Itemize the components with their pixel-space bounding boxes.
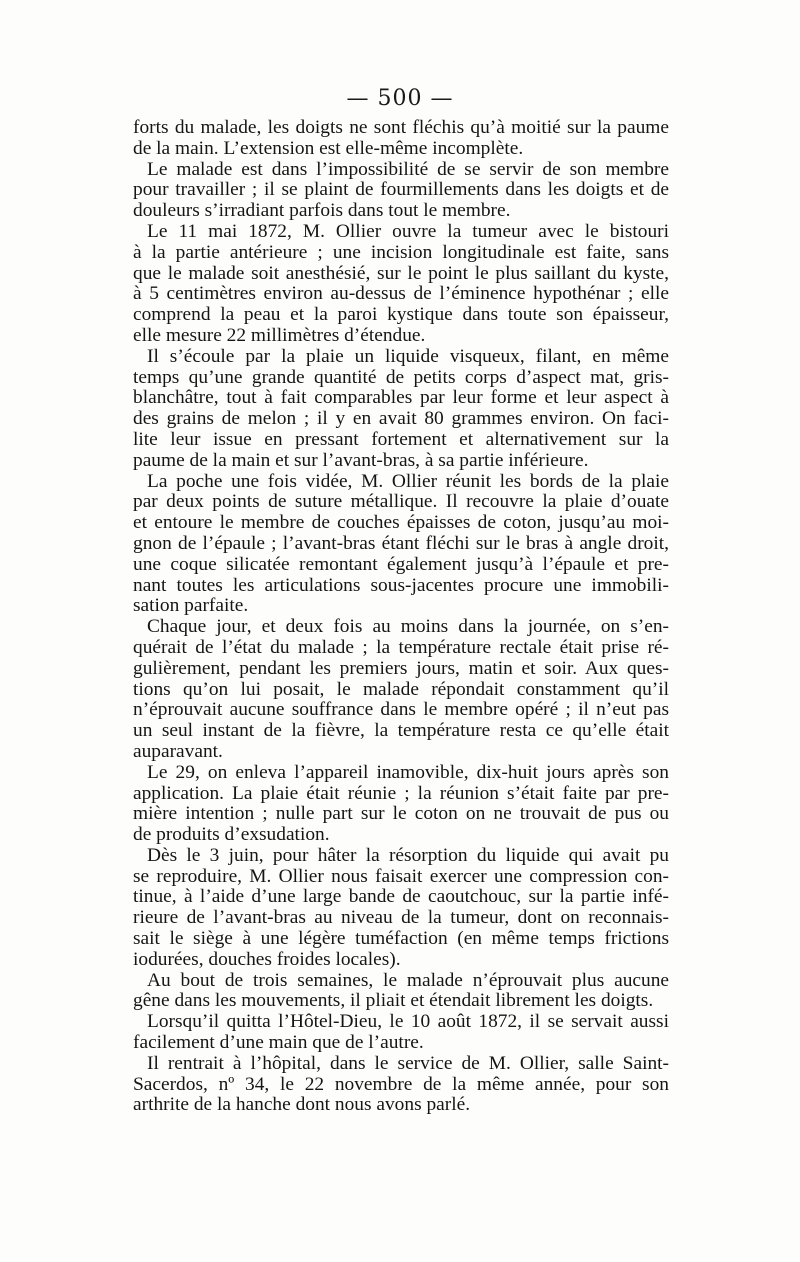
text-line: gnon de l’épaule ; l’avant-bras étant fléchi sur le bras à angle droit, <box>133 532 669 554</box>
text-line: comprend la peau et la paroi kystique dans toute son épaisseur, <box>133 304 669 326</box>
text-line: par deux points de suture métallique. Il recouvre la plaie d’ouate <box>133 491 669 513</box>
text-line: sait le siège à une légère tuméfaction (en même temps frictions <box>133 928 669 950</box>
text-line: auparavant. <box>133 740 223 762</box>
body-text <box>133 118 669 1116</box>
text-line: de la main. L’extension est elle-même incomplète. <box>133 137 524 159</box>
text-line: La poche une fois vidée, M. Ollier réunit les bords de la plaie <box>147 470 669 492</box>
text-line: tinue, à l’aide d’une large bande de caoutchouc, sur la partie infé- <box>133 886 669 908</box>
text-line: à la partie antérieure ; une incision longitudinale est faite, sans <box>133 241 669 263</box>
text-line: forts du malade, les doigts ne sont fléchis qu’à moitié sur la paume <box>133 117 669 138</box>
text-line: temps qu’une grande quantité de petits corps d’aspect mat, gris- <box>133 366 669 388</box>
text-line: facilement d’une main que de l’autre. <box>133 1032 424 1054</box>
text-line: se reproduire, M. Ollier nous faisait exercer une compression con- <box>133 865 669 887</box>
text-line: un seul instant de la fièvre, la température resta ce qu’elle était <box>133 720 669 742</box>
text-line: tions qu’on lui posait, le malade répondait constamment qu’il <box>133 678 669 700</box>
text-line: Chaque jour, et deux fois au moins dans la journée, on s’en- <box>147 616 669 638</box>
text-line: lite leur issue en pressant fortement et alternativement sur la <box>133 428 669 450</box>
text-line: mière intention ; nulle part sur le coton on ne trouvait de pus ou <box>133 803 669 825</box>
text-line: paume de la main et sur l’avant-bras, à sa partie inférieure. <box>133 449 589 471</box>
page-number: — 500 — <box>346 86 454 111</box>
text-line: à 5 centimètres environ au-dessus de l’éminence hypothénar ; elle <box>133 283 669 305</box>
text-line: iodurées, douches froides locales). <box>133 948 401 970</box>
text-line: Il rentrait à l’hôpital, dans le service de M. Ollier, salle Saint- <box>147 1052 669 1074</box>
text-line: et entoure le membre de couches épaisses de coton, jusqu’au moi- <box>133 512 669 534</box>
text-line: Il s’écoule par la plaie un liquide visqueux, filant, en même <box>147 345 669 367</box>
text-line: blanchâtre, tout à fait comparables par leur forme et leur aspect à <box>133 387 669 409</box>
text-line: rieure de l’avant-bras au niveau de la tumeur, dont on reconnais- <box>133 907 669 929</box>
text-line: gulièrement, pendant les premiers jours, matin et soir. Aux ques- <box>133 657 669 679</box>
text-line: Le 11 mai 1872, M. Ollier ouvre la tumeur avec le bistouri <box>147 220 669 242</box>
text-line: pour travailler ; il se plaint de fourmillements dans les doigts et de <box>133 179 669 201</box>
text-line: Lorsqu’il quitta l’Hôtel-Dieu, le 10 août 1872, il se servait aussi <box>147 1011 669 1033</box>
text-line: n’éprouvait aucune souffrance dans le membre opéré ; il n’eut pas <box>133 699 669 721</box>
text-line: douleurs s’irradiant parfois dans tout le membre. <box>133 200 511 222</box>
text-line: quérait de l’état du malade ; la température rectale était prise ré- <box>133 636 669 658</box>
text-line: de produits d’exsudation. <box>133 824 330 846</box>
text-line: Sacerdos, nº 34, le 22 novembre de la même année, pour son <box>133 1073 669 1095</box>
text-line: application. La plaie était réunie ; la réunion s’était faite par pre- <box>133 782 669 804</box>
text-line: arthrite de la hanche dont nous avons parlé. <box>133 1094 471 1116</box>
text-line: gêne dans les mouvements, il pliait et étendait librement les doigts. <box>133 990 654 1012</box>
text-line: sation parfaite. <box>133 595 249 617</box>
text-line: des grains de melon ; il y en avait 80 grammes environ. On faci- <box>133 408 669 430</box>
text-line: nant toutes les articulations sous-jacentes procure une immobili- <box>133 574 669 596</box>
text-line: elle mesure 22 millimètres d’étendue. <box>133 324 426 346</box>
text-line: que le malade soit anesthésié, sur le point le plus saillant du kyste, <box>133 262 669 284</box>
text-line: Au bout de trois semaines, le malade n’éprouvait plus aucune <box>147 969 669 991</box>
text-line: Le malade est dans l’impossibilité de se servir de son membre <box>147 158 669 180</box>
text-line: une coque silicatée remontant également jusqu’à l’épaule et pre- <box>133 553 669 575</box>
text-line: Dès le 3 juin, pour hâter la résorption du liquide qui avait pu <box>147 844 669 866</box>
text-line: Le 29, on enleva l’appareil inamovible, dix-huit jours après son <box>147 761 669 783</box>
